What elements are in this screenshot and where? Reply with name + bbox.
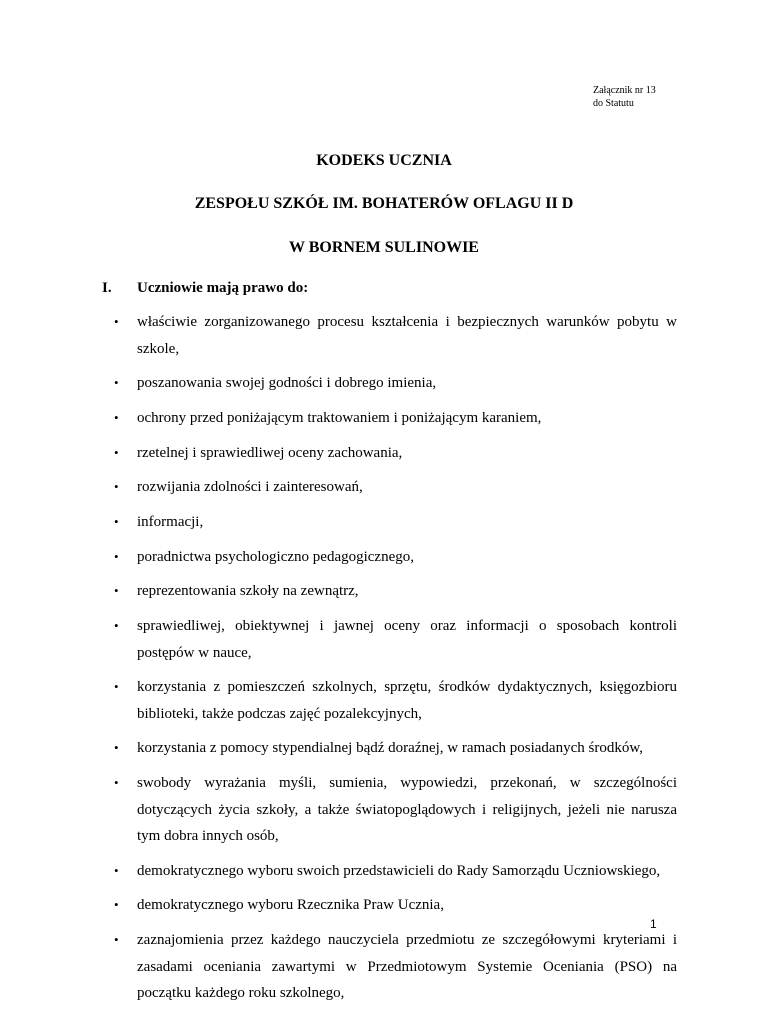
attachment-note-line-1: Załącznik nr 13 [593, 85, 656, 96]
list-item-text: właściwie zorganizowanego procesu kształcenia i bezpiecznych warunków pobytu w szkole, [137, 314, 677, 357]
section-number: I. [102, 280, 112, 296]
bullet-icon: • [114, 932, 119, 948]
attachment-note-line-2: do Statutu [593, 98, 634, 109]
list-item-text: sprawiedliwej, obiektywnej i jawnej oceny oraz informacji o sposobach kontroli postępów w nauce, [137, 618, 677, 661]
list-item-text: demokratycznego wyboru swoich przedstawicieli do Rady Samorządu Uczniowskiego, [137, 862, 661, 879]
list-item [0, 509, 677, 536]
document-subtitle-school: ZESPOŁU SZKÓŁ IM. BOHATERÓW OFLAGU II D [194, 195, 574, 212]
bullet-icon: • [114, 409, 119, 425]
list-item-text: korzystania z pomieszczeń szkolnych, sprzętu, środków dydaktycznych, księgozbioru biblioteki, także podczas zajęć pozalekcyjnych, [137, 679, 677, 722]
list-item [0, 613, 677, 666]
list-item [0, 578, 677, 605]
list-item-text: rozwijania zdolności i zainteresowań, [137, 479, 363, 496]
list-item-text: demokratycznego wyboru Rzecznika Praw Ucznia, [137, 897, 444, 914]
list-item [0, 440, 677, 467]
list-item-text: poszanowania swojej godności i dobrego imienia, [137, 375, 437, 392]
bullet-icon: • [114, 513, 119, 529]
list-item-text: zaznajomienia przez każdego nauczyciela przedmiotu ze szczegółowymi kryteriami i zasadami oceniania zawartymi w Przedmiotowym Systemie Oceniania (PSO) na początku każdego roku szkolnego, [137, 932, 677, 1002]
bullet-icon: • [114, 862, 119, 878]
bullet-icon: • [114, 618, 119, 633]
section-heading: Uczniowie mają prawo do: [137, 280, 309, 296]
attachment-note [593, 84, 656, 110]
list-item [0, 892, 677, 919]
list-item [0, 474, 677, 501]
rights-list [0, 309, 768, 1015]
list-item [0, 544, 677, 571]
bullet-icon: • [114, 897, 119, 913]
bullet-icon: • [114, 375, 119, 391]
bullet-icon: • [114, 740, 119, 756]
list-item [0, 309, 677, 362]
list-item-text: rzetelnej i sprawiedliwej oceny zachowania, [137, 444, 403, 461]
list-item-text: poradnictwa psychologiczno pedagogicznego, [137, 548, 414, 565]
bullet-icon: • [114, 775, 119, 791]
bullet-icon: • [114, 548, 119, 564]
list-item-text: reprezentowania szkoły na zewnątrz, [137, 583, 359, 600]
list-item [0, 674, 677, 727]
list-item-text: informacji, [137, 513, 204, 530]
document-title: KODEKS UCZNIA [316, 152, 452, 169]
document-subtitle-location: W BORNEM SULINOWIE [289, 239, 479, 256]
bullet-icon: • [114, 479, 119, 495]
list-item [0, 735, 677, 762]
list-item [0, 370, 677, 397]
list-item-text: ochrony przed poniżającym traktowaniem i poniżającym karaniem, [137, 409, 542, 426]
bullet-icon: • [114, 679, 119, 695]
list-item-text: swobody wyrażania myśli, sumienia, wypowiedzi, przekonań, w szczególności dotyczących życia szkoły, a także światopoglądowych i religijnych, jeżeli nie narusza tym dobra innych osób, [137, 775, 677, 845]
list-item [0, 858, 677, 885]
list-item-text: korzystania z pomocy stypendialnej bądź doraźnej, w ramach posiadanych środków, [137, 740, 643, 757]
list-item [0, 770, 677, 850]
bullet-icon: • [114, 314, 119, 329]
list-item [0, 405, 677, 432]
bullet-icon: • [114, 444, 119, 460]
bullet-icon: • [114, 583, 119, 599]
page-number: 1 [650, 917, 657, 931]
list-item [0, 927, 677, 1007]
